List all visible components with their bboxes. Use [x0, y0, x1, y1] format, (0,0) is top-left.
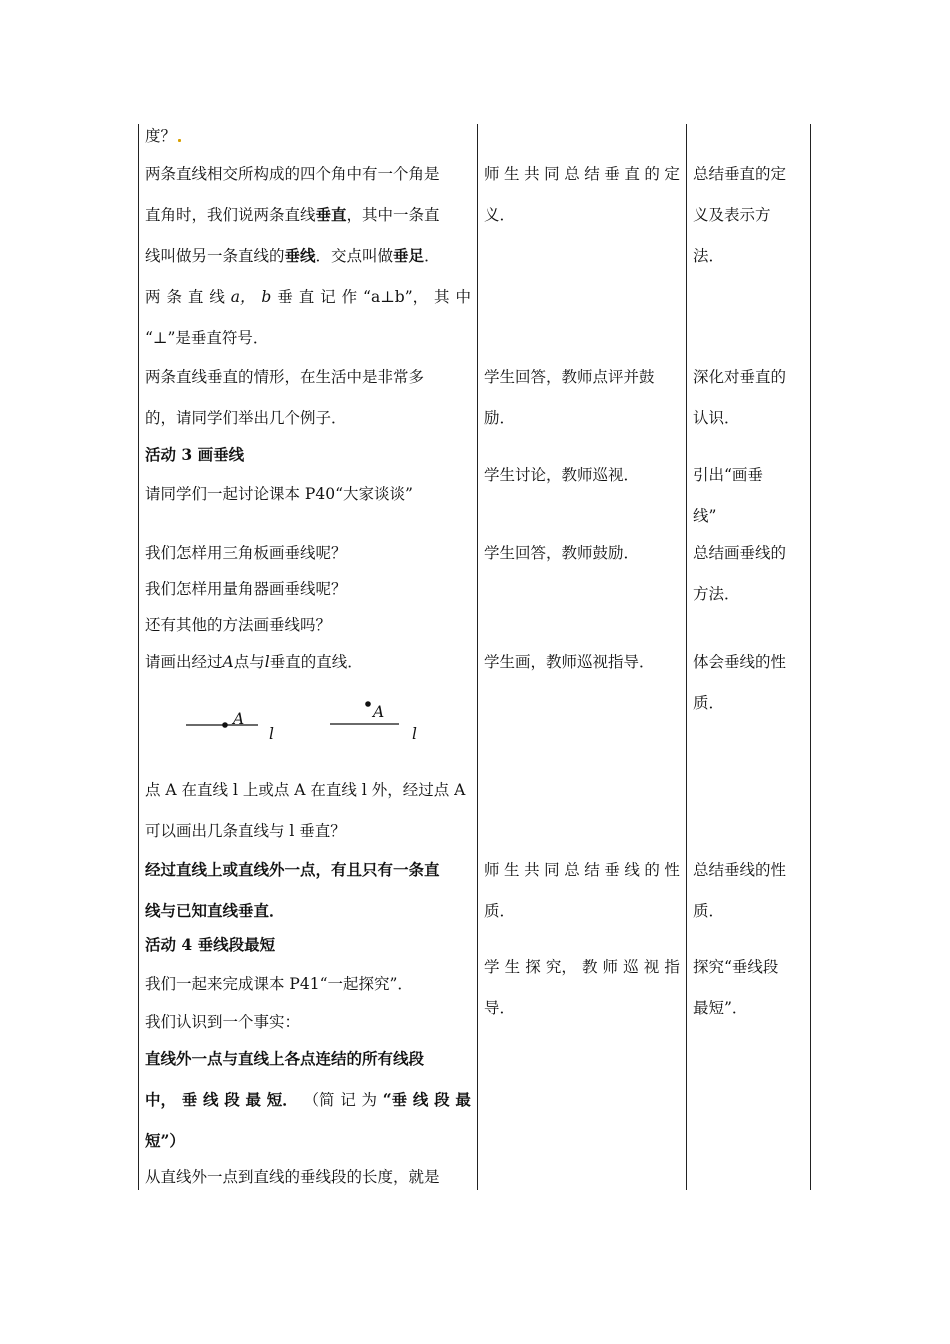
col2-row2-line1: 学生回答，教师点评并鼓 — [484, 368, 655, 386]
property-line1: 经过直线上或直线外一点，有且只有一条直 — [145, 860, 440, 879]
figure-label-l1: l — [269, 725, 274, 743]
col2-row2-line2: 励． — [484, 409, 516, 427]
last-line: 从直线外一点到直线的垂线段的长度，就是 — [145, 1168, 440, 1186]
point-question-line1: 点 A 在直线 l 上或点 A 在直线 l 外，经过点 A — [145, 781, 466, 799]
col2-row6-line1: 师 生 共 同 总 结 垂 线 的 性 — [484, 861, 680, 879]
figure-label-a2: A — [373, 703, 385, 721]
col3-row5-line1: 体会垂线的性 — [693, 653, 787, 671]
col2-row4: 学生回答，教师鼓励． — [484, 544, 640, 562]
shortest-line3: 短”） — [145, 1131, 185, 1150]
point-question-line2: 可以画出几条直线与 l 垂直？ — [145, 822, 346, 840]
col3-row6-line1: 总结垂线的性 — [693, 861, 787, 879]
activity3-intro: 请同学们一起讨论课本 P40“大家谈谈” — [145, 485, 413, 503]
col3-row4-line2: 方法． — [693, 585, 740, 603]
col2-row7-line2: 导． — [484, 999, 516, 1017]
question-other: 还有其他的方法画垂线吗？ — [145, 616, 332, 634]
col3-row2-line2: 认识． — [693, 409, 740, 427]
figure-label-l2: l — [412, 725, 417, 743]
col3-row6-line2: 质． — [693, 902, 725, 920]
col3-row1-line3: 法． — [693, 247, 725, 265]
col3-row4-line1: 总结画垂线的 — [693, 544, 787, 562]
notation-line2: “⊥”是垂直符号． — [145, 329, 269, 347]
col1-top-line: 度？ — [145, 127, 177, 145]
examples-line2: 的，请同学们举出几个例子． — [145, 409, 347, 427]
activity4-title: 活动 4 垂线段最短 — [145, 935, 276, 954]
activity4-intro: 我们一起来完成课本 P41“一起探究”． — [145, 975, 413, 993]
perp-def-line1: 两条直线相交所构成的四个角中有一个角是 — [145, 165, 440, 183]
col2-row1-line2: 义． — [484, 206, 516, 224]
col3-row1-line2: 义及表示方 — [693, 206, 771, 224]
col3-row3-line1: 引出“画垂 — [693, 466, 763, 484]
question-triangle: 我们怎样用三角板画垂线呢？ — [145, 544, 347, 562]
col2-row7-line1: 学 生 探 究， 教 师 巡 视 指 — [484, 958, 680, 976]
property-line2: 线与已知直线垂直． — [145, 901, 285, 920]
col3-row2-line1: 深化对垂直的 — [693, 368, 787, 386]
col3-row7-line2: 最短”． — [693, 999, 748, 1017]
col3-row7-line1: 探究“垂线段 — [693, 958, 779, 976]
perp-def-line3: 线叫做另一条直线的垂线．交点叫做垂足． — [145, 246, 440, 265]
perp-def-line2: 直角时，我们说两条直线垂直，其中一条直 — [145, 205, 440, 224]
shortest-line1: 直线外一点与直线上各点连结的所有线段 — [145, 1049, 425, 1068]
point-a-off-line — [365, 701, 371, 707]
question-protractor: 我们怎样用量角器画垂线呢？ — [145, 580, 347, 598]
shortest-line2: 中， 垂 线 段 最 短． （简 记 为 “垂 线 段 最 — [145, 1090, 471, 1109]
col3-row1-line1: 总结垂直的定 — [693, 165, 787, 183]
activity4-fact: 我们认识到一个事实： — [145, 1013, 301, 1031]
col3-row5-line2: 质． — [693, 694, 725, 712]
examples-line1: 两条直线垂直的情形，在生活中是非常多 — [145, 368, 425, 386]
col2-row3: 学生讨论，教师巡视． — [484, 466, 640, 484]
point-a-on-line — [222, 722, 228, 728]
col2-row6-line2: 质． — [484, 902, 516, 920]
col2-row5: 学生画，教师巡视指导． — [484, 653, 655, 671]
activity3-title: 活动 3 画垂线 — [145, 445, 245, 464]
col3-row3-line2: 线” — [693, 507, 717, 525]
figure-label-a1: A — [233, 710, 245, 728]
col2-row1-line1: 师 生 共 同 总 结 垂 直 的 定 — [484, 165, 680, 183]
notation-line1: 两 条 直 线 a， b 垂 直 记 作 “a⊥b”， 其 中 — [145, 288, 471, 306]
draw-instruction: 请画出经过A点与l垂直的直线． — [145, 653, 363, 671]
